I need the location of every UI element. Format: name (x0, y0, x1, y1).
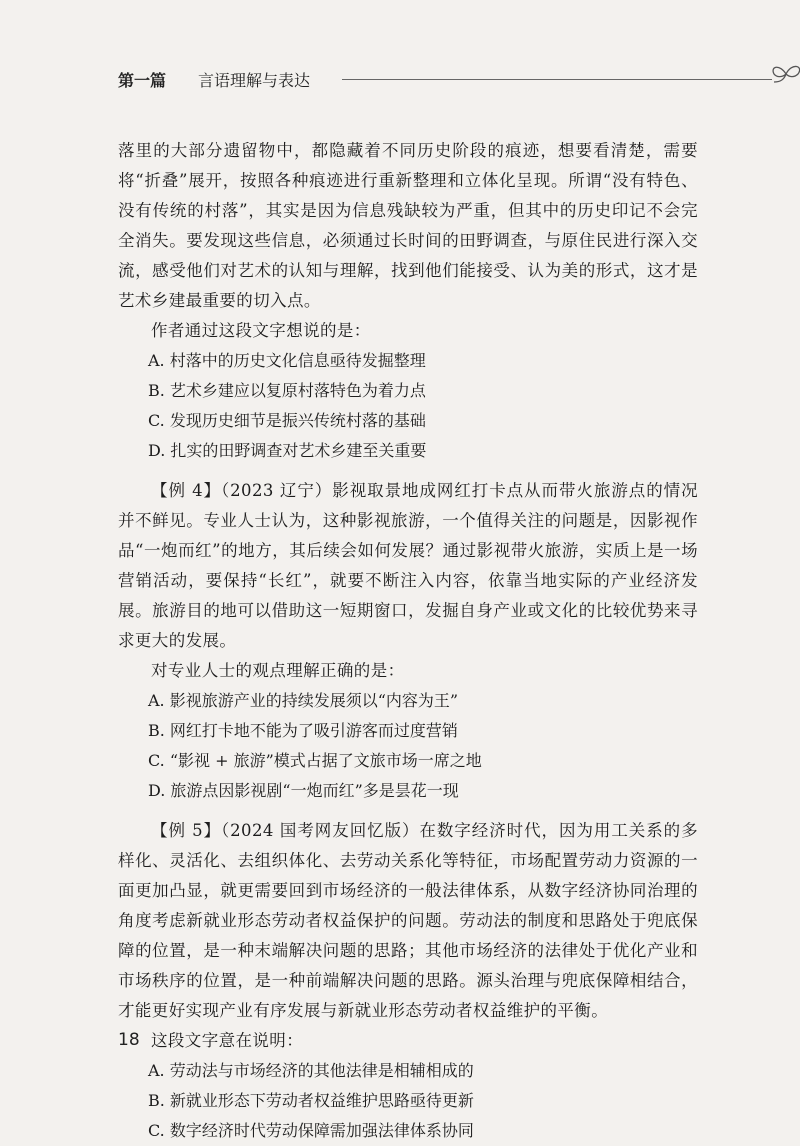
example-5-option-c: C. 数字经济时代劳动保障需加强法律体系协同 (148, 1121, 474, 1140)
example-5-text: 在数字经济时代，因为用工关系的多样化、灵活化、去组织体化、去劳动关系化等特征，市场配置劳动力资源的一面更加凸显，就更需要回到市场经济的一般法律体系，从数字经济协同治理的角度考虑新就业形态劳动者权益保护的问题。劳动法的制度和思路处于兜底保障的位置，是一种末端解决问题的思路；其他市场经济的法律处于优化产业和市场秩序的位置，是一种前端解决问题的思路。源头治理与兜底保障相结合，才能更好实现产业有序发展与新就业形态劳动者权益维护的平衡。 (118, 821, 698, 1020)
example-5-option-b: B. 新就业形态下劳动者权益维护思路亟待更新 (148, 1091, 474, 1110)
example-4-passage (118, 476, 698, 656)
sprout-icon (764, 60, 800, 90)
example-4-source: （2023 辽宁） (220, 481, 333, 500)
example-4-option-a: A. 影视旅游产业的持续发展须以“内容为王” (148, 691, 459, 710)
option-b: B. 艺术乡建应以复原村落特色为着力点 (148, 381, 426, 400)
example-5-option-a: A. 劳动法与市场经济的其他法律是相辅相成的 (148, 1061, 474, 1080)
option-c: C. 发现历史细节是振兴传统村落的基础 (148, 411, 426, 430)
page-content (118, 136, 698, 1146)
example-4-option-c: C. “影视 + 旅游”模式占据了文旅市场一席之地 (148, 751, 482, 770)
example-4-question: 对专业人士的观点理解正确的是： (151, 661, 405, 680)
running-header (118, 60, 718, 90)
example-4-option-b: B. 网红打卡地不能为了吸引游客而过度营销 (148, 721, 458, 740)
example-4-option-d: D. 旅游点因影视剧“一炮而红”多是昙花一现 (148, 781, 459, 800)
page-number: 18 (118, 1030, 140, 1050)
example-5-label: 【例 5】 (151, 821, 221, 840)
example-4-text: 影视取景地成网红打卡点从而带火旅游点的情况并不鲜见。专业人士认为，这种影视旅游，一个值得关注的问题是，因影视作品“一炮而红”的地方，其后续会如何发展？通过影视带火旅游，实质上是一场营销活动，要保持“长红”，就要不断注入内容，依靠当地实际的产业经济发展。旅游目的地可以借助这一短期窗口，发掘自身产业或文化的比较优势来寻求更大的发展。 (118, 481, 698, 650)
question-stem: 作者通过这段文字想说的是： (151, 321, 371, 340)
chapter-title: 言语理解与表达 (198, 71, 311, 90)
example-5-question: 这段文字意在说明： (151, 1031, 304, 1050)
example-4-label: 【例 4】 (151, 481, 221, 500)
option-a: A. 村落中的历史文化信息亟待发掘整理 (148, 351, 426, 370)
example-5-passage (118, 816, 698, 1026)
header-rule (342, 79, 772, 80)
passage-continued: 落里的大部分遗留物中，都隐藏着不同历史阶段的痕迹，想要看清楚，需要将“折叠”展开，按照各种痕迹进行重新整理和立体化呈现。所谓“没有特色、没有传统的村落”，其实是因为信息残缺较为严重，但其中的历史印记不会完全消失。要发现这些信息，必须通过长时间的田野调查，与原住民进行深入交流，感受他们对艺术的认知与理解，找到他们能接受、认为美的形式，这才是艺术乡建最重要的切入点。 (118, 141, 698, 310)
option-d: D. 扎实的田野调查对艺术乡建至关重要 (148, 441, 427, 460)
part-label: 第一篇 (118, 71, 167, 90)
example-5-source: （2024 国考网友回忆版） (220, 821, 420, 840)
